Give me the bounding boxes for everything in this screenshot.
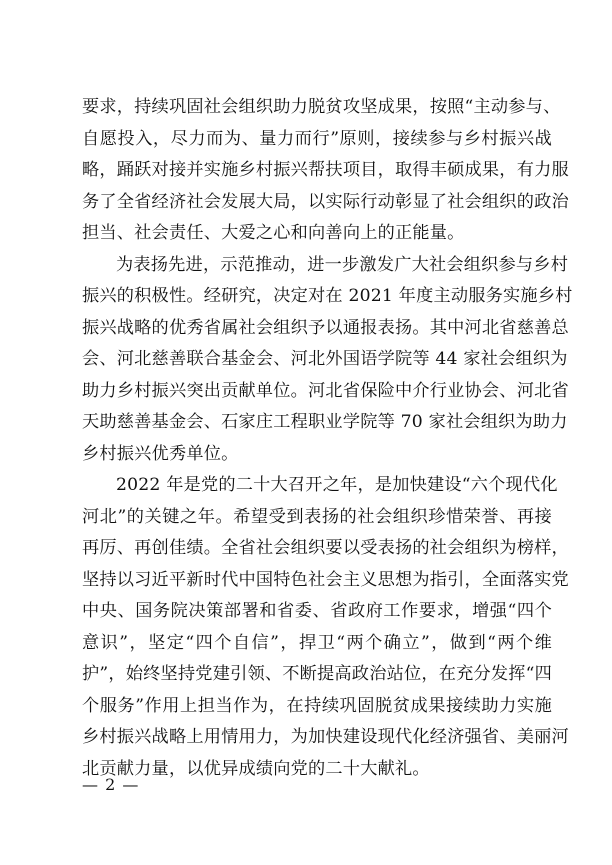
paragraph-3-line-7: 护”，始终坚持党建引领、不断提高政治站位，在充分发挥“四: [82, 664, 553, 684]
paragraph-3-line-9: 乡村振兴战略上用情用力，为加快建设现代化经济强省、美丽河: [82, 727, 569, 747]
paragraph-1-line-3: 略，踊跃对接并实施乡村振兴帮扶项目，取得丰硕成果，有力服: [82, 160, 569, 180]
document-body: [82, 92, 573, 785]
paragraph-3-line-5: 中央、国务院决策部署和省委、省政府工作要求，增强“四个: [82, 601, 552, 621]
paragraph-2-line-6: 天助慈善基金会、石家庄工程职业学院等 70 家社会组织为助力: [82, 412, 568, 432]
paragraph-1-line-1: 要求，持续巩固社会组织助力脱贫攻坚成果，按照“主动参与、: [82, 97, 561, 117]
paragraph-2-line-2: 振兴的积极性。经研究，决定对在 2021 年度主动服务实施乡村: [82, 286, 573, 306]
paragraph-3-line-3: 再厉、再创佳绩。全省社会组织要以受表扬的社会组织为榜样，: [82, 538, 569, 558]
paragraph-3-line-2: 河北”的关键之年。希望受到表扬的社会组织珍惜荣誉、再接: [82, 506, 552, 527]
paragraph-3-line-10: 北贡献力量，以优异成绩向党的二十大献礼。: [82, 758, 430, 779]
paragraph-2-line-4: 会、河北慈善联合基金会、河北外国语学院等 44 家社会组织为: [82, 349, 568, 369]
paragraph-3-line-8: 个服务”作用上担当作为，在持续巩固脱贫成果接续助力实施: [82, 695, 552, 716]
paragraph-3-line-1: 2022 年是党的二十大召开之年，是加快建设“六个现代化: [116, 475, 558, 495]
paragraph-2-line-7: 乡村振兴优秀单位。: [82, 443, 239, 464]
paragraph-1-line-2: 自愿投入，尽力而为、量力而行”原则，接续参与乡村振兴战: [82, 128, 552, 149]
page-number: — 2 —: [82, 775, 140, 794]
paragraph-2-line-3: 振兴战略的优秀省属社会组织予以通报表扬。其中河北省慈善总: [82, 317, 569, 338]
paragraph-3-line-6: 意识”，坚定“四个自信”，捍卫“两个确立”，做到“两个维: [82, 632, 552, 653]
paragraph-1-line-4: 务了全省经济社会发展大局，以实际行动彰显了社会组织的政治: [82, 191, 569, 212]
paragraph-2-line-1: 为表扬先进，示范推动，进一步激发广大社会组织参与乡村: [116, 254, 569, 275]
paragraph-3-line-4: 坚持以习近平新时代中国特色社会主义思想为指引，全面落实党: [82, 569, 569, 590]
paragraph-1-line-5: 担当、社会责任、大爱之心和向善向上的正能量。: [82, 223, 465, 243]
paragraph-2-line-5: 助力乡村振兴突出贡献单位。河北省保险中介行业协会、河北省: [82, 380, 569, 401]
